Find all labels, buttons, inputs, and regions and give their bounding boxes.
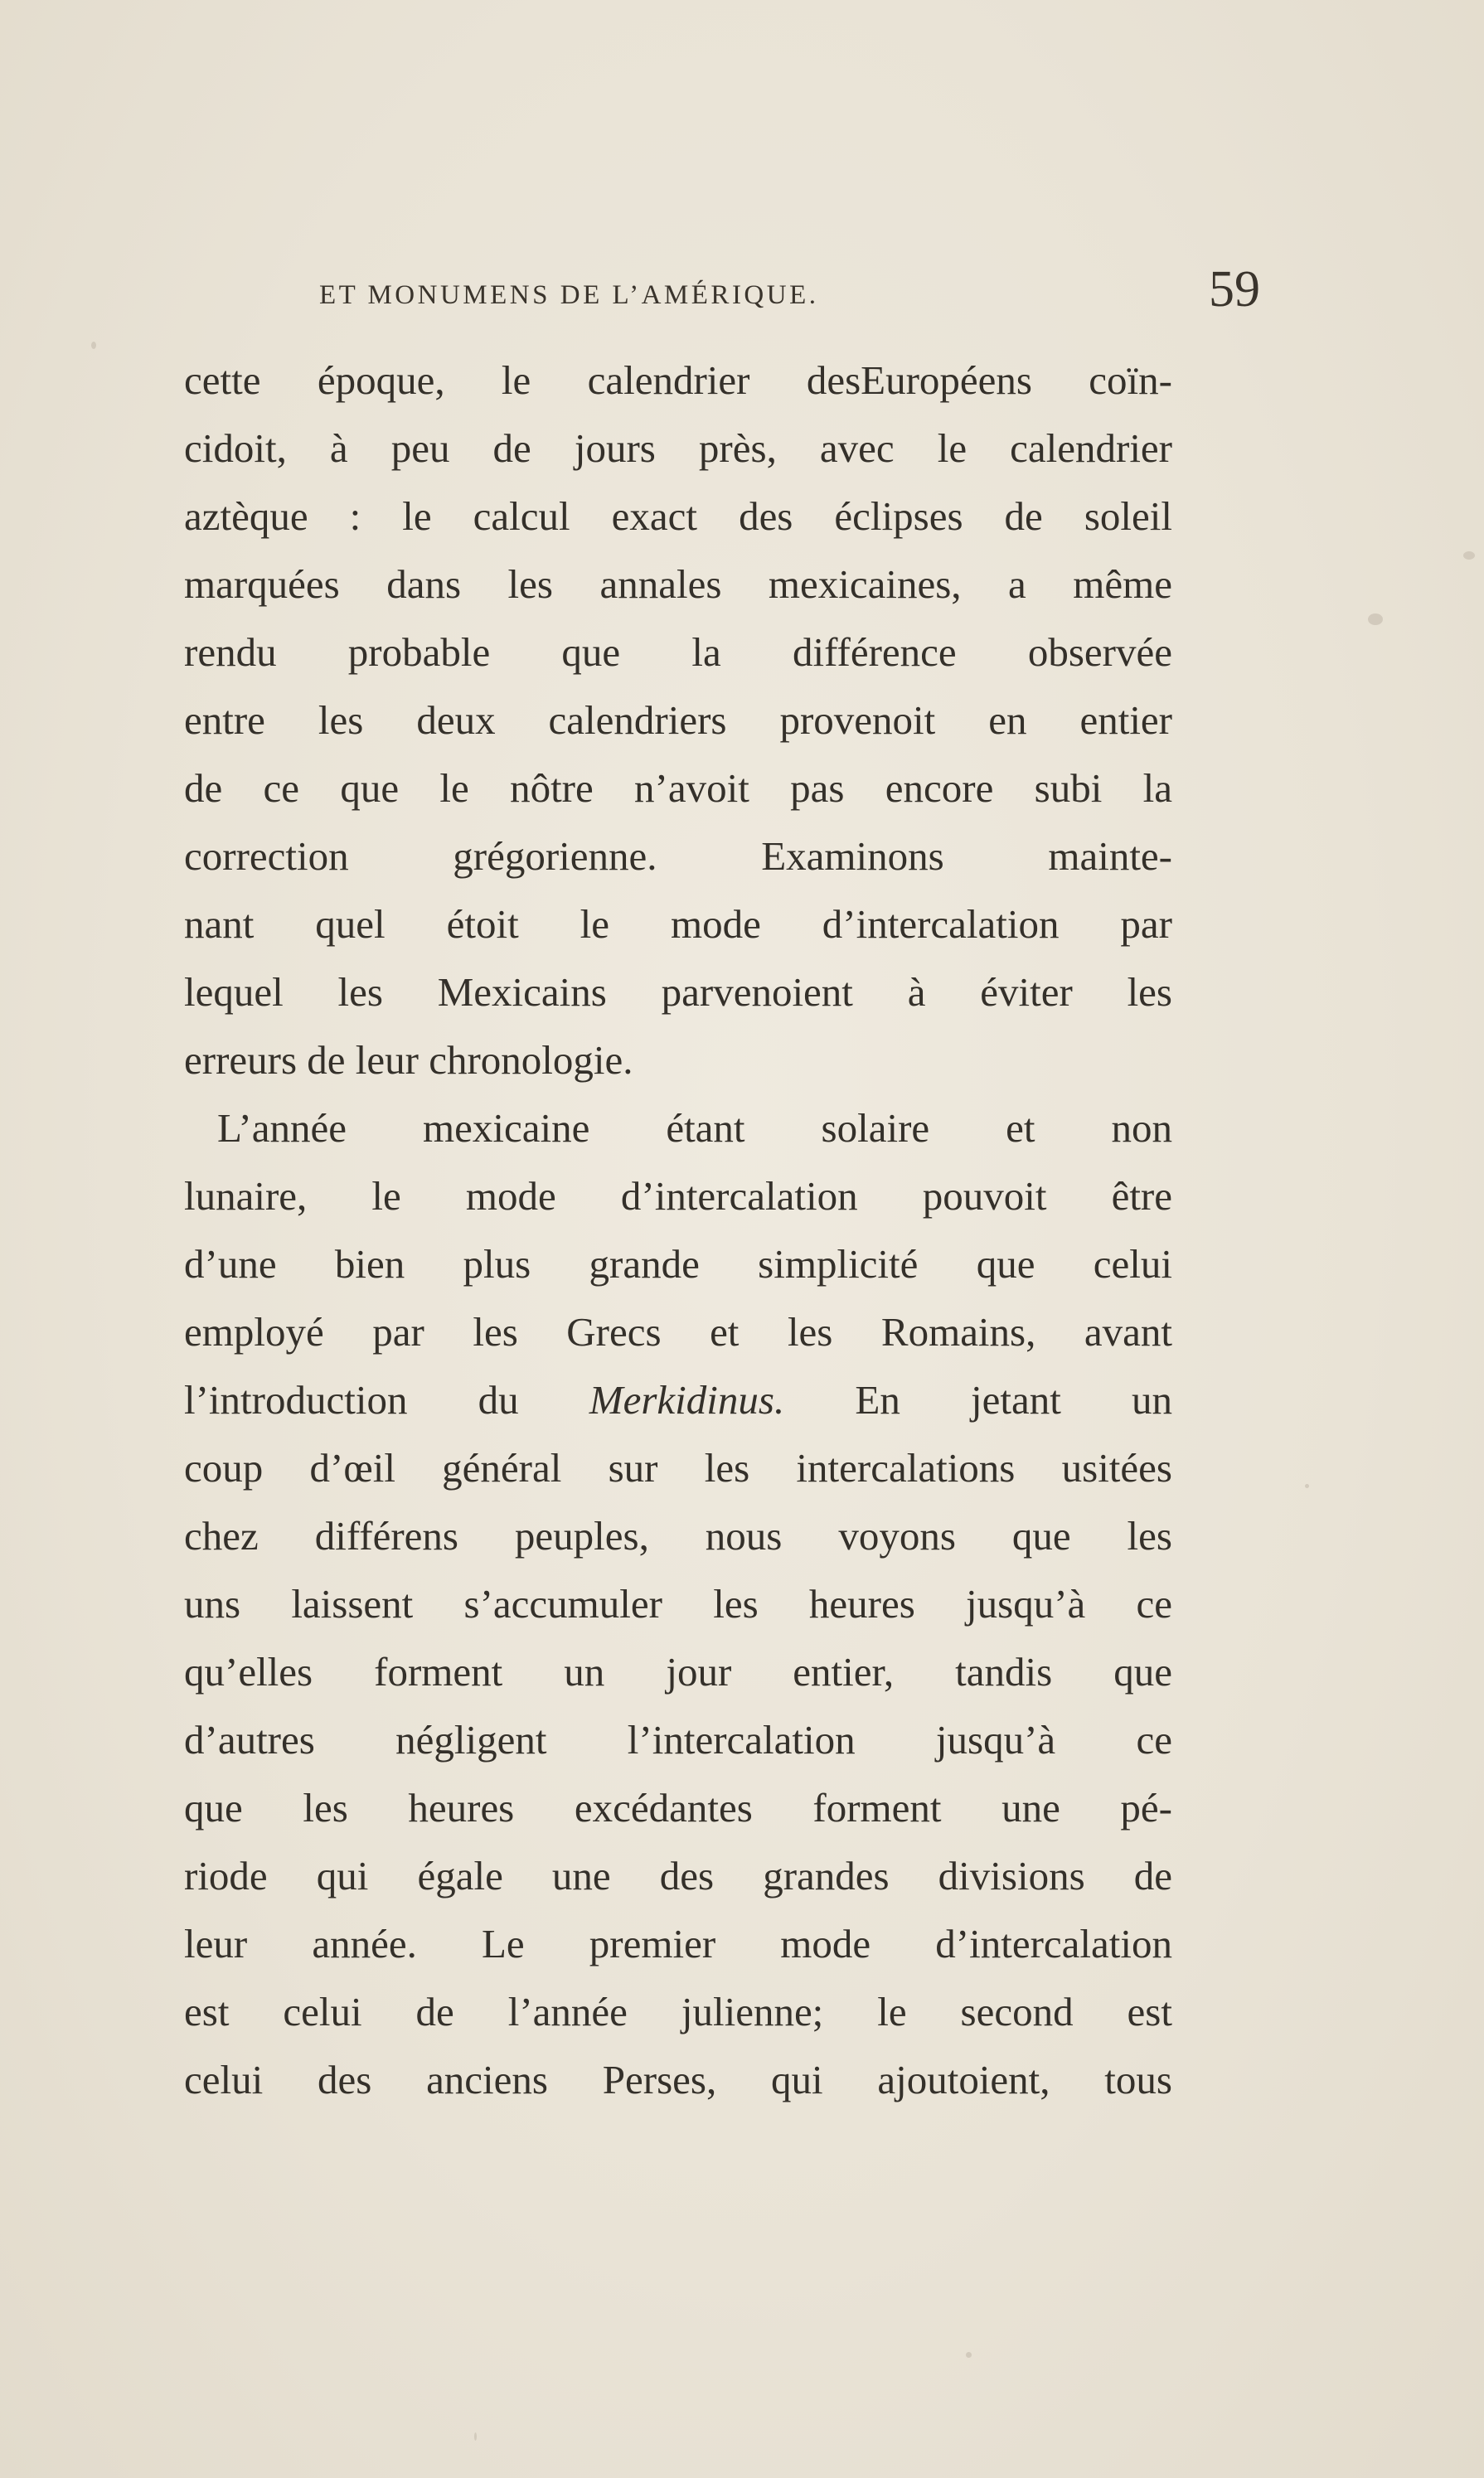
text-line: d’une bien plus grande simplicité que celui: [184, 1241, 1172, 1287]
paragraph-2: [184, 1094, 1172, 2114]
text-line: leur année. Le premier mode d’intercalation: [184, 1921, 1172, 1966]
text-line: marquées dans les annales mexicaines, a même: [184, 561, 1172, 607]
text-line: riode qui égale une des grandes divisions de: [184, 1853, 1172, 1899]
text-line: uns laissent s’accumuler les heures jusqu’à ce: [184, 1581, 1172, 1627]
text-line: correction grégorienne. Examinons mainte-: [184, 833, 1172, 879]
paper-speck: [91, 342, 96, 349]
text-segment: En jetant un: [784, 1377, 1172, 1423]
text-line: que les heures excédantes forment une pé-: [184, 1785, 1172, 1831]
text-line: employé par les Grecs et les Romains, avant: [184, 1309, 1172, 1355]
paragraph-1: [184, 347, 1172, 1094]
paper-speck: [474, 2432, 477, 2441]
paper-speck: [966, 2352, 972, 2358]
text-line: erreurs de leur chronologie.: [184, 1037, 633, 1083]
paper-speck: [1368, 613, 1383, 625]
text-line: [184, 1366, 1172, 1434]
text-line: est celui de l’année julienne; le second est: [184, 1989, 1172, 2034]
italic-term: Merkidinus.: [589, 1377, 785, 1423]
text-line: de ce que le nôtre n’avoit pas encore subi la: [184, 765, 1172, 811]
text-line: cette époque, le calendrier desEuropéens coïn-: [184, 357, 1172, 403]
text-segment: l’introduction du: [184, 1377, 589, 1423]
text-line: cidoit, à peu de jours près, avec le calendrier: [184, 425, 1172, 471]
body-text: [184, 347, 1172, 2114]
text-line: entre les deux calendriers provenoit en entier: [184, 697, 1172, 743]
text-line: chez différens peuples, nous voyons que les: [184, 1513, 1172, 1559]
text-line: lunaire, le mode d’intercalation pouvoit être: [184, 1173, 1172, 1219]
text-line: nant quel étoit le mode d’intercalation par: [184, 901, 1172, 947]
text-line: rendu probable que la différence observée: [184, 629, 1172, 675]
running-title: ET MONUMENS DE L’AMÉRIQUE.: [319, 280, 819, 310]
paper-speck: [1463, 551, 1475, 560]
text-line: d’autres négligent l’intercalation jusqu’à ce: [184, 1717, 1172, 1763]
text-line: L’année mexicaine étant solaire et non: [217, 1105, 1172, 1151]
text-line: celui des anciens Perses, qui ajoutoient, tous: [184, 2057, 1172, 2102]
text-line: qu’elles forment un jour entier, tandis que: [184, 1649, 1172, 1695]
text-line: lequel les Mexicains parvenoient à éviter les: [184, 969, 1172, 1015]
paper-speck: [1305, 1484, 1309, 1488]
page-number: 59: [1209, 261, 1260, 318]
text-line: aztèque : le calcul exact des éclipses de soleil: [184, 493, 1172, 539]
running-head: [274, 261, 1260, 338]
text-line: coup d’œil général sur les intercalations usitées: [184, 1445, 1172, 1491]
